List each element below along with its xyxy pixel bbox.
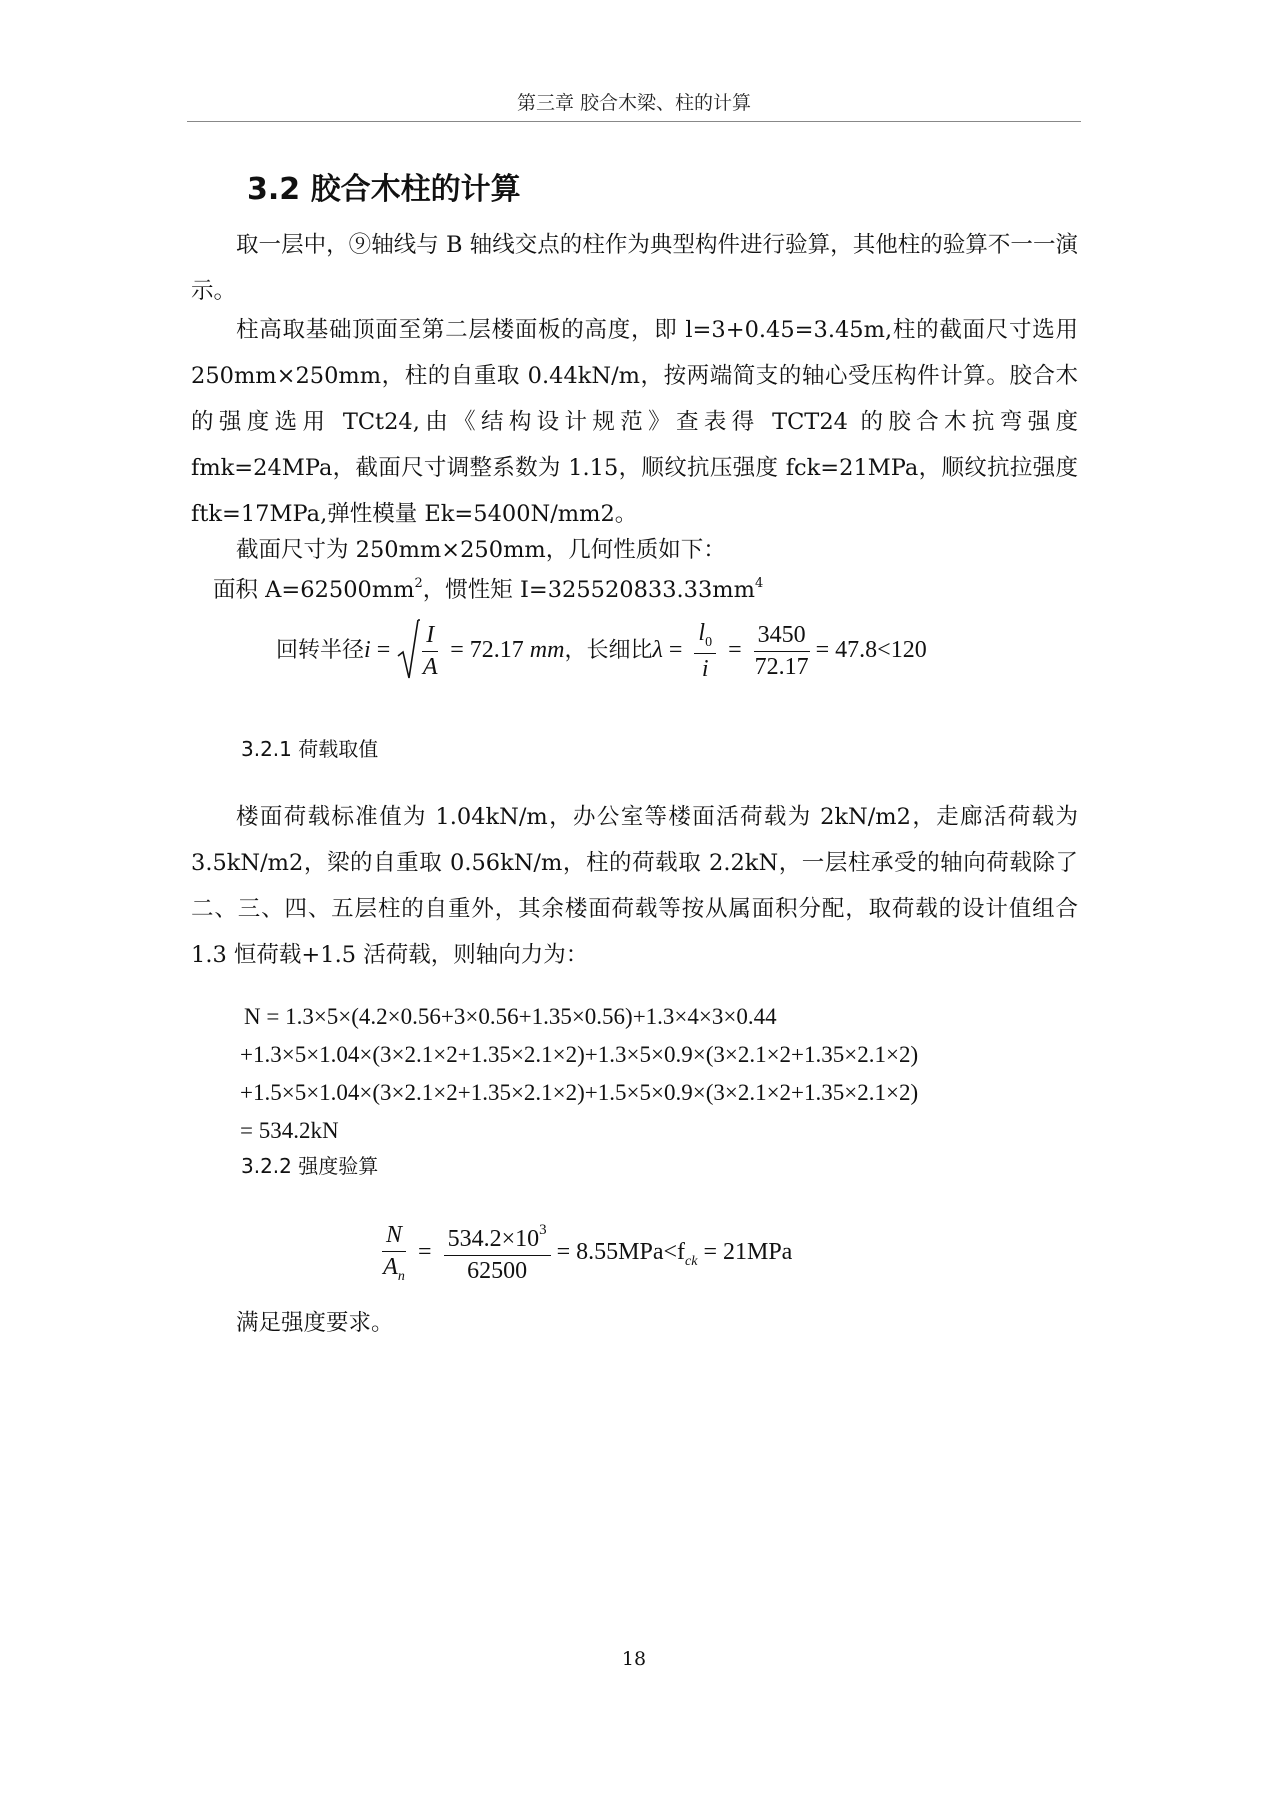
- slenderness-fraction-symbolic: [694, 620, 716, 683]
- paragraph-section-properties: [213, 572, 763, 604]
- paragraph-conclusion: 满足强度要求。: [236, 1310, 394, 1336]
- subsection-strength-check: 3.2.2 强度验算: [241, 1154, 379, 1178]
- sqrt-denominator: A: [422, 654, 438, 680]
- area-exponent: 2: [414, 576, 423, 591]
- formula-radius-slenderness: 回转半径i = $\frac{I}{A}$ = 72.17 mm，长细比λ = $\frac{l_0}{i}$ = $\frac{3450}{72.17}$ = 47.8<120: [276, 620, 927, 682]
- radius-label: 回转半径: [276, 638, 365, 664]
- slenderness-label: ，长细比: [564, 638, 653, 664]
- net-area-denominator: $A_n$: [383, 1254, 405, 1284]
- axial-force-line-3: +1.5×5×1.04×(3×2.1×2+1.35×2.1×2)+1.5×5×0.9×(3×2.1×2+1.35×2.1×2): [240, 1080, 919, 1105]
- paragraph-loads: 楼面荷载标准值为 1.04kN/m，办公室等楼面活荷载为 2kN/m2，走廊活荷载为 3.5kN/m2，梁的自重取 0.56kN/m，柱的荷载取 2.2kN，一层柱承受的轴向荷载除了二、三、四、五层柱的自重外，其余楼面荷载等按从属面积分配，取荷载的设计值组合 1.3 恒荷载+1.5 活荷载，则轴向力为：: [191, 804, 1078, 968]
- stress-numerator: $534.2\times 10^3$: [444, 1222, 551, 1256]
- stress-result: = 8.55MPa<f: [556, 1239, 686, 1266]
- lambda-symbol: λ: [652, 637, 663, 664]
- slenderness-result: = 47.8<120: [815, 637, 927, 664]
- paragraph-section-size: 截面尺寸为 250mm×250mm，几何性质如下：: [236, 537, 726, 563]
- radius-denominator: 72.17: [754, 654, 809, 680]
- slenderness-fraction-numeric: [754, 622, 810, 681]
- sqrt-sign-icon: [396, 618, 420, 682]
- i-denominator: i: [701, 656, 709, 682]
- radius-unit: mm: [529, 637, 565, 664]
- strength-limit: = 21MPa: [703, 1239, 793, 1266]
- area-text: 面积 A=62500mm: [213, 577, 415, 603]
- page-number: 18: [621, 1648, 647, 1670]
- axial-force-numerator: N: [382, 1222, 406, 1252]
- sqrt-fraction: [422, 622, 438, 681]
- header-rule: [187, 121, 1081, 122]
- axial-force-line-2: +1.3×5×1.04×(3×2.1×2+1.35×2.1×2)+1.3×5×0.9×(3×2.1×2+1.35×2.1×2): [240, 1042, 919, 1067]
- paragraph-column-selection: 取一层中，⑨轴线与 B 轴线交点的柱作为典型构件进行验算，其他柱的验算不一一演示。: [191, 232, 1078, 304]
- running-header: 第三章 胶合木梁、柱的计算: [516, 92, 752, 114]
- inertia-text: ，惯性矩 I=325520833.33mm: [422, 577, 755, 603]
- formula-strength-check: $\frac{N}{A_n}$ = $\frac{534.2\times 10^3}{62500}$ = $8.55MPa<f_{ck} = 21MPa$: [383, 1222, 793, 1284]
- axial-force-line-1: N = 1.3×5×(4.2×0.56+3×0.56+1.35×0.56)+1.3×4×3×0.44: [244, 1004, 777, 1029]
- l0-numerator: $l_0$: [694, 620, 716, 654]
- axial-force-equation: [240, 998, 919, 1150]
- inertia-exponent: 4: [754, 576, 764, 591]
- stress-fraction-symbolic: [382, 1222, 406, 1285]
- section-title: 3.2 胶合木柱的计算: [247, 172, 521, 207]
- sqrt-expression: [396, 622, 444, 681]
- paragraph-column-parameters: 柱高取基础顶面至第二层楼面板的高度，即 l=3+0.45=3.45m,柱的截面尺寸选用 250mm×250mm，柱的自重取 0.44kN/m，按两端简支的轴心受压构件计算。胶合木的强度选用 TCt24,由《结构设计规范》查表得 TCT24 的胶合木抗弯强度 fmk=24MPa，截面尺寸调整系数为 1.15，顺纹抗压强度 fck=21MPa，顺纹抗拉强度 ftk=17MPa,弹性模量 Ek=5400N/mm2。: [191, 317, 1078, 527]
- stress-fraction-numeric: [444, 1222, 551, 1285]
- axial-force-line-4: = 534.2kN: [240, 1118, 339, 1143]
- radius-var: i: [364, 637, 371, 664]
- stress-denominator: 62500: [467, 1258, 528, 1284]
- subsection-load-values: 3.2.1 荷载取值: [241, 737, 379, 761]
- height-numerator: 3450: [754, 622, 810, 652]
- fck-subscript: ck: [685, 1254, 698, 1270]
- radius-result: = 72.17: [450, 637, 524, 664]
- sqrt-numerator: I: [422, 622, 438, 652]
